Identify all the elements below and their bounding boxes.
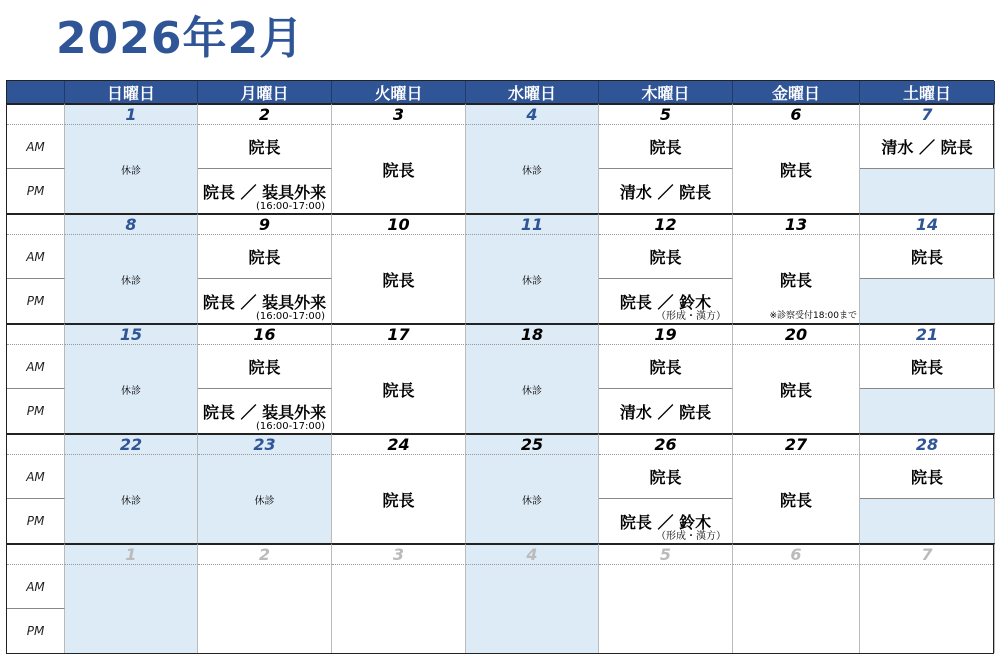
pm-doctor: 院長 ／ 装具外来 bbox=[202, 182, 327, 202]
weekday-header: 金曜日 bbox=[733, 81, 860, 103]
day-cell-merged[interactable] bbox=[733, 455, 860, 543]
am-doctor: 清水 ／ 院長 bbox=[881, 138, 973, 157]
day-cell-merged[interactable] bbox=[332, 345, 466, 433]
pm-note: （形成・漢方） bbox=[656, 311, 726, 322]
pm-doctor: 清水 ／ 院長 bbox=[619, 402, 712, 422]
date-number: 12 bbox=[599, 213, 733, 235]
date-label-spacer bbox=[7, 213, 65, 235]
date-number: 3 bbox=[332, 103, 466, 125]
am-label: AM bbox=[7, 125, 65, 169]
am-cell[interactable] bbox=[860, 125, 995, 169]
pm-cell[interactable] bbox=[198, 389, 332, 433]
am-cell[interactable] bbox=[599, 345, 733, 389]
am-label: AM bbox=[7, 345, 65, 389]
am-cell[interactable] bbox=[860, 345, 995, 389]
date-number: 15 bbox=[65, 323, 198, 345]
pm-label: PM bbox=[7, 169, 65, 213]
pm-doctor: 清水 ／ 院長 bbox=[619, 182, 712, 202]
date-number: 6 bbox=[733, 103, 860, 125]
pm-label: PM bbox=[7, 279, 65, 323]
pm-cell[interactable] bbox=[599, 499, 733, 543]
doctor-schedule: 院長 bbox=[382, 160, 415, 180]
date-number: 11 bbox=[466, 213, 599, 235]
weekday-header: 火曜日 bbox=[332, 81, 466, 103]
doctor-schedule: 院長 bbox=[779, 490, 812, 510]
doctor-schedule: 休診 bbox=[121, 385, 141, 397]
day-cell-merged[interactable] bbox=[332, 455, 466, 543]
date-number: 27 bbox=[733, 433, 860, 455]
doctor-schedule: 休診 bbox=[522, 275, 542, 287]
am-doctor: 院長 bbox=[910, 358, 943, 377]
day-cell-merged[interactable] bbox=[65, 345, 198, 433]
day-cell-merged[interactable] bbox=[733, 345, 860, 433]
pm-cell[interactable] bbox=[599, 169, 733, 213]
date-number: 4 bbox=[466, 543, 599, 565]
date-number: 24 bbox=[332, 433, 466, 455]
weekday-header: 木曜日 bbox=[599, 81, 733, 103]
date-number: 4 bbox=[466, 103, 599, 125]
day-cell-merged[interactable] bbox=[198, 455, 332, 543]
date-number: 3 bbox=[332, 543, 466, 565]
date-label-spacer bbox=[7, 433, 65, 455]
am-cell[interactable] bbox=[198, 345, 332, 389]
am-doctor: 院長 bbox=[649, 358, 682, 377]
pm-cell[interactable] bbox=[860, 389, 995, 433]
am-cell[interactable] bbox=[599, 125, 733, 169]
date-number: 7 bbox=[860, 103, 995, 125]
day-cell-merged[interactable] bbox=[65, 125, 198, 213]
day-cell-merged[interactable] bbox=[733, 125, 860, 213]
day-cell-merged[interactable] bbox=[466, 455, 599, 543]
date-number: 9 bbox=[198, 213, 332, 235]
date-number: 1 bbox=[65, 103, 198, 125]
day-cell-merged[interactable] bbox=[466, 565, 599, 653]
date-number: 20 bbox=[733, 323, 860, 345]
date-number: 17 bbox=[332, 323, 466, 345]
pm-cell[interactable] bbox=[599, 389, 733, 433]
day-cell-merged[interactable] bbox=[466, 345, 599, 433]
pm-cell[interactable] bbox=[198, 279, 332, 323]
pm-cell[interactable] bbox=[860, 279, 995, 323]
doctor-schedule: 休診 bbox=[121, 165, 141, 177]
date-number: 22 bbox=[65, 433, 198, 455]
day-cell-merged[interactable] bbox=[332, 235, 466, 323]
pm-doctor: 院長 ／ 鈴木 bbox=[619, 292, 712, 312]
date-label-spacer bbox=[7, 103, 65, 125]
date-number: 2 bbox=[198, 543, 332, 565]
am-label: AM bbox=[7, 455, 65, 499]
day-cell-merged[interactable] bbox=[198, 565, 332, 653]
date-number: 28 bbox=[860, 433, 995, 455]
doctor-schedule: 院長 bbox=[779, 270, 812, 290]
am-cell[interactable] bbox=[599, 235, 733, 279]
am-doctor: 院長 bbox=[248, 138, 281, 157]
date-number: 25 bbox=[466, 433, 599, 455]
doctor-schedule: 休診 bbox=[121, 495, 141, 507]
doctor-schedule: 院長 bbox=[382, 270, 415, 290]
day-cell-merged[interactable] bbox=[466, 125, 599, 213]
date-number: 5 bbox=[599, 543, 733, 565]
day-cell-merged[interactable] bbox=[733, 235, 860, 323]
am-label: AM bbox=[7, 235, 65, 279]
day-cell-merged[interactable] bbox=[65, 235, 198, 323]
doctor-schedule: 休診 bbox=[121, 275, 141, 287]
page-title: 2026年2月 bbox=[56, 13, 305, 64]
pm-doctor: 院長 ／ 鈴木 bbox=[619, 512, 712, 532]
am-doctor: 院長 bbox=[649, 138, 682, 157]
pm-note: (16:00-17:00) bbox=[255, 201, 325, 212]
date-number: 13 bbox=[733, 213, 860, 235]
date-number: 5 bbox=[599, 103, 733, 125]
day-cell-merged[interactable] bbox=[599, 565, 733, 653]
date-number: 23 bbox=[198, 433, 332, 455]
pm-note: （形成・漢方） bbox=[656, 531, 726, 542]
date-number: 10 bbox=[332, 213, 466, 235]
pm-cell[interactable] bbox=[599, 279, 733, 323]
doctor-schedule: 休診 bbox=[522, 385, 542, 397]
pm-cell[interactable] bbox=[198, 169, 332, 213]
date-label-spacer bbox=[7, 323, 65, 345]
date-number: 14 bbox=[860, 213, 995, 235]
am-doctor: 院長 bbox=[248, 248, 281, 267]
weekday-header: 月曜日 bbox=[198, 81, 332, 103]
day-cell-merged[interactable] bbox=[466, 235, 599, 323]
am-cell[interactable] bbox=[198, 235, 332, 279]
pm-doctor: 院長 ／ 装具外来 bbox=[202, 402, 327, 422]
pm-label: PM bbox=[7, 499, 65, 543]
date-number: 18 bbox=[466, 323, 599, 345]
am-doctor: 院長 bbox=[649, 248, 682, 267]
am-doctor: 院長 bbox=[910, 468, 943, 487]
date-number: 19 bbox=[599, 323, 733, 345]
date-number: 21 bbox=[860, 323, 995, 345]
date-number: 1 bbox=[65, 543, 198, 565]
am-doctor: 院長 bbox=[248, 358, 281, 377]
pm-note: (16:00-17:00) bbox=[255, 421, 325, 432]
date-number: 16 bbox=[198, 323, 332, 345]
schedule-note: ※診察受付18:00まで bbox=[769, 311, 857, 321]
am-doctor: 院長 bbox=[910, 248, 943, 267]
date-number: 8 bbox=[65, 213, 198, 235]
header-corner bbox=[7, 81, 65, 103]
day-cell-merged[interactable] bbox=[332, 565, 466, 653]
doctor-schedule: 院長 bbox=[779, 160, 812, 180]
pm-label: PM bbox=[7, 389, 65, 433]
weekday-header: 日曜日 bbox=[65, 81, 198, 103]
am-cell[interactable] bbox=[860, 455, 995, 499]
weekday-header: 土曜日 bbox=[860, 81, 995, 103]
date-label-spacer bbox=[7, 543, 65, 565]
day-cell-merged[interactable] bbox=[65, 565, 198, 653]
am-cell[interactable] bbox=[860, 235, 995, 279]
pm-label: PM bbox=[7, 609, 65, 653]
pm-doctor: 院長 ／ 装具外来 bbox=[202, 292, 327, 312]
am-label: AM bbox=[7, 565, 65, 609]
doctor-schedule: 院長 bbox=[382, 490, 415, 510]
pm-cell[interactable] bbox=[860, 499, 995, 543]
day-cell-merged[interactable] bbox=[860, 565, 995, 653]
am-cell[interactable] bbox=[599, 455, 733, 499]
day-cell-merged[interactable] bbox=[65, 455, 198, 543]
pm-cell[interactable] bbox=[860, 169, 995, 213]
calendar-grid bbox=[6, 80, 994, 654]
date-number: 26 bbox=[599, 433, 733, 455]
date-number: 6 bbox=[733, 543, 860, 565]
day-cell-merged[interactable] bbox=[733, 565, 860, 653]
date-number: 7 bbox=[860, 543, 995, 565]
doctor-schedule: 休診 bbox=[522, 495, 542, 507]
doctor-schedule: 院長 bbox=[382, 380, 415, 400]
am-doctor: 院長 bbox=[649, 468, 682, 487]
pm-note: (16:00-17:00) bbox=[255, 311, 325, 322]
am-cell[interactable] bbox=[198, 125, 332, 169]
doctor-schedule: 院長 bbox=[779, 380, 812, 400]
day-cell-merged[interactable] bbox=[332, 125, 466, 213]
weekday-header: 水曜日 bbox=[466, 81, 599, 103]
date-number: 2 bbox=[198, 103, 332, 125]
doctor-schedule: 休診 bbox=[254, 495, 275, 507]
doctor-schedule: 休診 bbox=[522, 165, 542, 177]
